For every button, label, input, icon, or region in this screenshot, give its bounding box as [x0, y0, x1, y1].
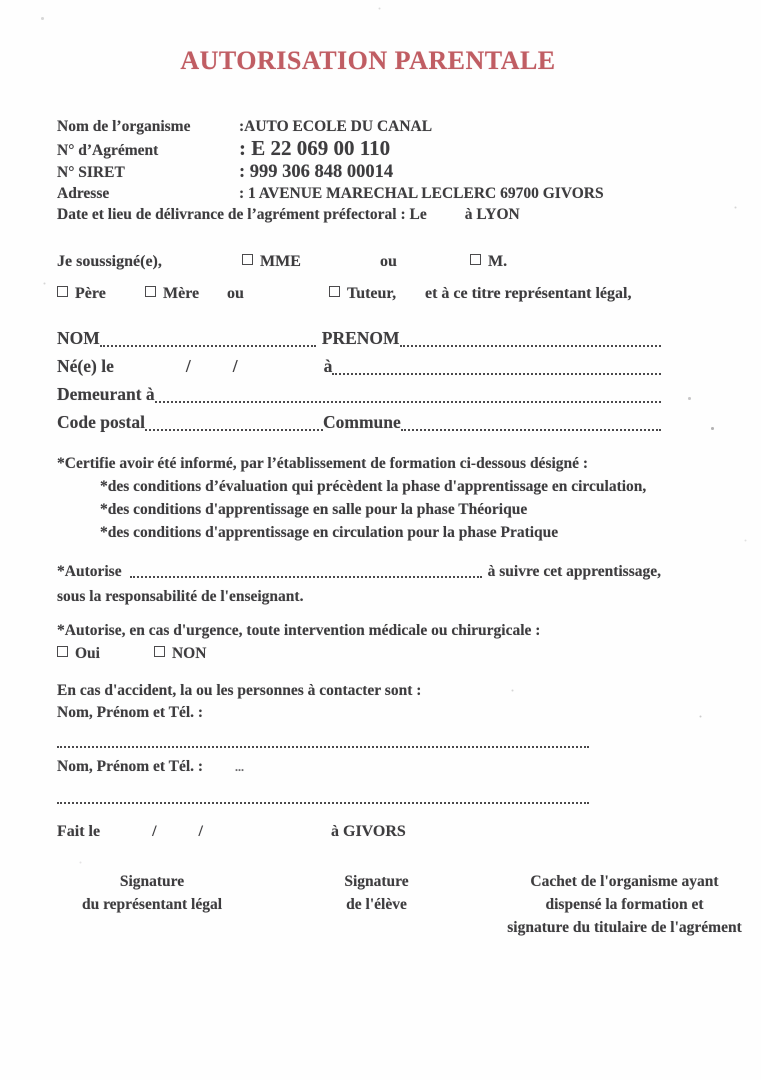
authorize-block	[57, 560, 661, 608]
scan-noise-speckles	[0, 0, 1, 1]
authorize-row	[57, 560, 661, 583]
dotted-leader	[400, 345, 661, 347]
certify-heading: *Certifie avoir été informé, par l’établissement de formation ci-dessous désigné :	[57, 455, 589, 472]
org-address-value: : 1 AVENUE MARECHAL LECLERC 69700 GIVORS	[239, 185, 604, 202]
role-ou-text: ou	[227, 285, 244, 302]
civility-ou-text: ou	[380, 253, 397, 270]
declarant-role-row	[57, 284, 661, 304]
dotted-leader	[332, 373, 661, 375]
signature-legal-line2: du représentant légal	[81, 896, 223, 913]
medical-heading: *Autorise, en cas d'urgence, toute intervention médicale ou chirurgicale :	[57, 622, 541, 639]
role-pere-option	[57, 284, 145, 304]
fait-place: à GIVORS	[331, 823, 406, 840]
org-agrement-label: N° d’Agrément	[57, 142, 159, 159]
org-siret-row	[57, 161, 661, 183]
demeurant-label: Demeurant à	[57, 384, 155, 404]
emergency-contacts-block	[57, 680, 661, 804]
stamp-organism-line3: signature du titulaire de l'agrément	[507, 919, 742, 936]
contacts-heading: En cas d'accident, la ou les personnes à contacter sont :	[57, 682, 422, 699]
authorize-suffix: à suivre cet apprentissage,	[487, 563, 661, 580]
stamp-organism-line2: dispensé la formation et	[545, 896, 704, 913]
org-address-row	[57, 183, 661, 204]
signature-legal-representative	[57, 870, 247, 939]
checkbox-oui-icon	[57, 646, 68, 657]
civility-m-option	[470, 252, 507, 272]
org-agrement-row	[57, 137, 661, 161]
org-siret-label: N° SIRET	[57, 164, 125, 181]
prenom-label: PRENOM	[321, 328, 400, 348]
declarant-civility-row	[57, 252, 661, 272]
dotted-fill-line	[57, 802, 589, 804]
birth-date-slash: /	[185, 356, 191, 376]
name-row	[57, 324, 661, 352]
signatures-block	[57, 870, 742, 939]
dotted-leader	[155, 401, 661, 403]
declarant-block	[57, 252, 661, 304]
date-place-row	[57, 820, 661, 844]
contact2-label-row	[57, 756, 661, 778]
medical-authorization-block	[57, 620, 661, 666]
legal-representative-text: et à ce titre représentant légal,	[425, 285, 632, 302]
checkbox-pere-icon	[57, 286, 68, 297]
org-name-value: :AUTO ECOLE DU CANAL	[239, 118, 433, 135]
dotted-fill-line	[57, 746, 589, 748]
signature-student	[289, 870, 464, 939]
postal-row	[57, 408, 661, 436]
civility-mme-label: MME	[260, 253, 301, 270]
signature-student-line2: de l'élève	[346, 896, 407, 913]
role-pere-label: Père	[75, 285, 106, 302]
checkbox-mere-icon	[145, 286, 156, 297]
org-siret-value: : 999 306 848 00014	[239, 162, 394, 182]
medical-oui-label: Oui	[75, 645, 100, 662]
civility-m-label: M.	[488, 253, 508, 270]
medical-options-row	[57, 642, 661, 666]
commune-label: Commune	[323, 412, 401, 432]
checkbox-mme-icon	[242, 254, 253, 265]
authorize-prefix: *Autorise	[57, 563, 122, 580]
certify-block	[57, 452, 661, 544]
fait-date-slash: /	[198, 823, 203, 840]
fait-le-label: Fait le	[57, 823, 101, 840]
agrement-delivery-place: à LYON	[464, 206, 520, 223]
fait-date-slash: /	[152, 823, 157, 840]
org-agrement-value: : E 22 069 00 110	[239, 136, 391, 160]
authorize-line2: sous la responsabilité de l'enseignant.	[57, 588, 304, 605]
code-postal-label: Code postal	[57, 412, 145, 432]
role-tuteur-option	[329, 284, 425, 304]
checkbox-m-icon	[470, 254, 481, 265]
role-mere-label: Mère	[163, 285, 200, 302]
dotted-leader	[130, 576, 482, 578]
stamp-organism	[492, 870, 757, 939]
checkbox-non-icon	[154, 646, 165, 657]
contact2-stray-dots: ...	[234, 760, 244, 774]
contact1-label: Nom, Prénom et Tél. :	[57, 704, 204, 721]
birth-date-slash: /	[232, 356, 238, 376]
org-name-row	[57, 116, 661, 137]
org-address-label: Adresse	[57, 185, 110, 202]
dotted-leader	[401, 429, 661, 431]
organism-info-block	[57, 116, 661, 226]
agrement-delivery-label: Date et lieu de délivrance de l’agrément préfectoral : Le	[57, 206, 427, 223]
certify-item: *des conditions d'apprentissage en salle pour la phase Théorique	[100, 501, 528, 518]
checkbox-tuteur-icon	[329, 286, 340, 297]
role-tuteur-label: Tuteur,	[347, 285, 397, 302]
signature-student-line1: Signature	[344, 873, 409, 890]
address-row	[57, 380, 661, 408]
medical-non-label: NON	[171, 645, 207, 662]
birth-place-label: à	[323, 356, 333, 376]
dotted-leader	[145, 429, 323, 431]
stamp-organism-line1: Cachet de l'organisme ayant	[530, 873, 719, 890]
certify-item: *des conditions d'apprentissage en circulation pour la phase Pratique	[100, 524, 559, 541]
contact2-label: Nom, Prénom et Tél. :	[57, 758, 204, 775]
dotted-leader	[100, 345, 316, 347]
medical-non-option	[154, 642, 206, 666]
ne-le-label: Né(e) le	[57, 356, 114, 376]
agrement-delivery-row	[57, 204, 661, 226]
form-title: AUTORISATION PARENTALE	[180, 46, 556, 75]
nom-label: NOM	[57, 328, 100, 348]
signature-legal-line1: Signature	[119, 873, 185, 890]
declarant-intro: Je soussigné(e),	[57, 253, 162, 270]
identity-block	[57, 324, 661, 436]
certify-item: *des conditions d’évaluation qui précèdent la phase d'apprentissage en circulation,	[100, 478, 647, 495]
org-name-label: Nom de l’organisme	[57, 118, 191, 135]
medical-oui-option	[57, 642, 100, 666]
birth-row	[57, 352, 661, 380]
role-mere-option	[145, 284, 227, 304]
civility-mme-option	[242, 252, 380, 272]
